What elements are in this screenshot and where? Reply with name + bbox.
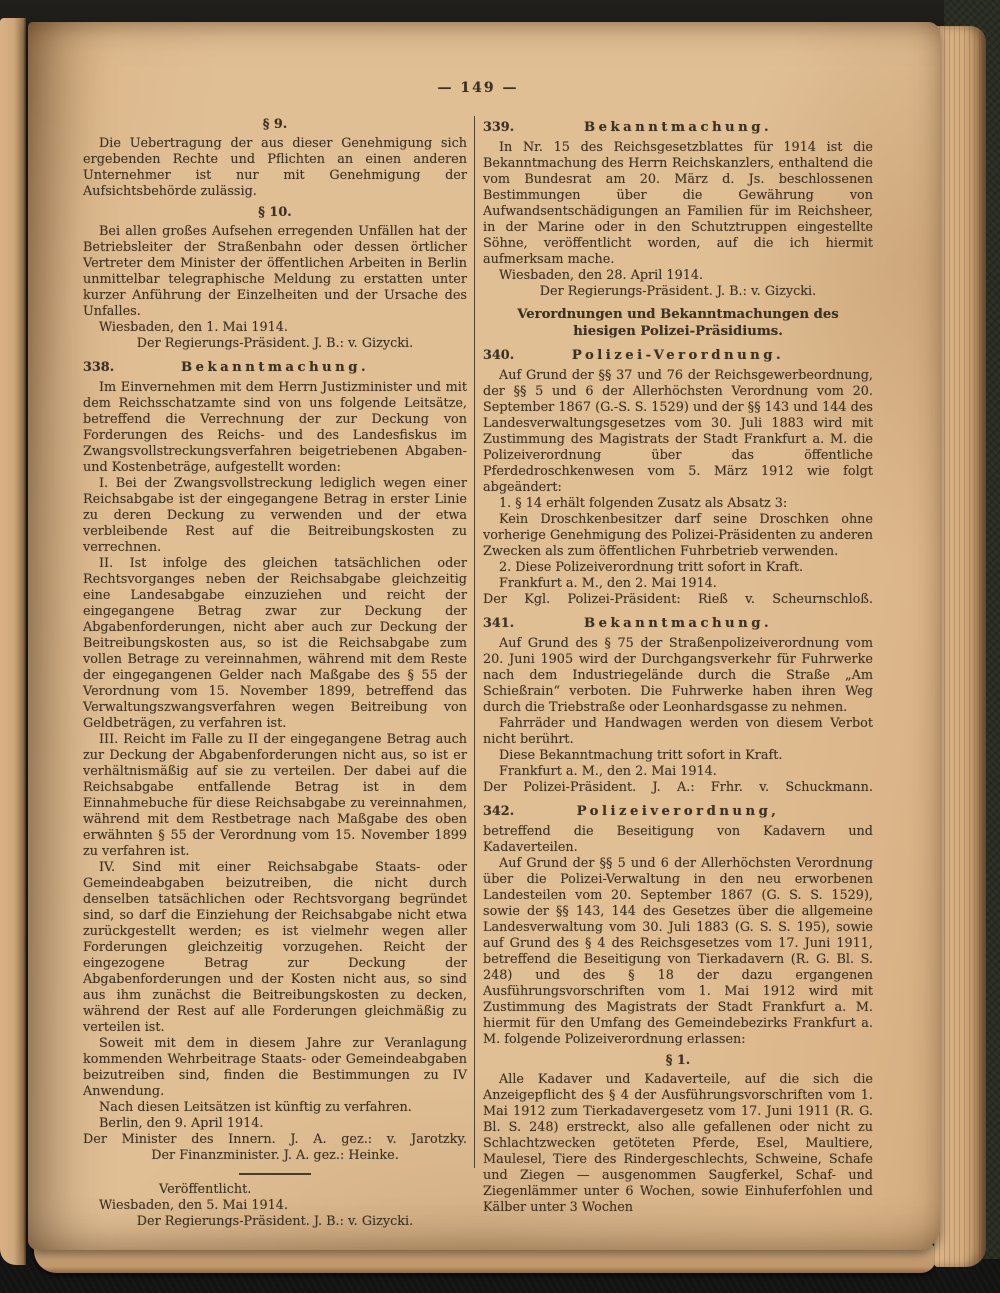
group-heading: Verordnungen und Bekanntmachungen des hiesigen Polizei-Präsidiums. — [517, 307, 839, 339]
previous-page-edge — [0, 18, 26, 1265]
paragraph: 1. § 14 erhält folgenden Zusatz als Absatz 3: — [499, 496, 788, 511]
paragraph: betreffend die Beseitigung von Kadavern und Kadaverteilen. — [483, 824, 873, 855]
page-stack-right — [934, 26, 986, 1267]
paragraph: Alle Kadaver und Kadaverteile, auf die sich die Anzeigepflicht des § 4 der Ausführungsvorschriften vom 1. Mai 1912 zum Tierkadavergesetz vom 17. Juni 1911 (R. G. Bl. S. 248) erstreckt, also alle gefallenen oder nicht zu Schlachtzwecken getöteten Pferde, Esel, Maultiere, Maulesel, Tiere des Rindergeschlechts, Schweine, Schafe und Ziegen — ausgenommen Saugferkel, Schaf- und Ziegenlämmer unter 6 Wochen, sowie Einhuferfohlen und Kälber unter 3 Wochen — [483, 1072, 873, 1215]
signature-line: Der Finanzminister. J. A. gez.: Heinke. — [151, 1148, 399, 1163]
paragraph: Fahrräder und Handwagen werden von diesem Verbot nicht berührt. — [483, 716, 873, 747]
paragraph: 2. Diese Polizeiverordnung tritt sofort in Kraft. — [499, 560, 804, 575]
signature-line: Der Polizei-Präsident. J. A.: Frhr. v. Schuckmann. — [483, 780, 873, 795]
article-title: Bekanntmachung. — [583, 616, 773, 631]
signature-line: Der Regierungs-Präsident. J. B.: v. Gizycki. — [539, 284, 817, 299]
dateline: Berlin, den 9. April 1914. — [99, 1116, 264, 1131]
paragraph: Die Uebertragung der aus dieser Genehmigung sich ergebenden Rechte und Pflichten an einen anderen Unternehmer ist nur mit Genehmigung der Aufsichtsbehörde zulässig. — [83, 136, 467, 199]
signature-line: Der Regierungs-Präsident. J. B.: v. Gizycki. — [136, 336, 414, 351]
section-heading: § 1. — [665, 1053, 691, 1068]
left-column — [83, 112, 467, 1230]
page-content — [83, 62, 873, 1242]
paragraph: Bei allen großes Aufsehen erregenden Unfällen hat der Betriebsleiter der Straßenbahn oder dessen örtlicher Vertreter dem Minister der öffentlichen Arbeiten in Berlin unmittelbar telegraphische Meldung zu erstatten unter kurzer Anführung der Einzelheiten und der Ursache des Unfalles. — [83, 224, 467, 319]
scanned-page — [28, 22, 940, 1250]
dateline: Frankfurt a. M., den 2. Mai 1914. — [499, 764, 717, 779]
article-heading — [483, 348, 873, 364]
article-number: 340. — [483, 348, 515, 363]
paragraph: Auf Grund der §§ 5 und 6 der Allerhöchsten Verordnung über die Polizei-Verwaltung in den neu erworbenen Landesteilen vom 20. September 1867 (G. S. S. 1529), sowie der §§ 143, 144 des Gesetzes über die allgemeine Landesverwaltung vom 30. Juli 1883 (G. S. S. 195), sowie auf Grund des § 4 des Reichsgesetzes vom 17. Juni 1911, betreffend die Beseitigung von Tierkadavern (R. G. Bl. S. 248) und des § 18 der dazu ergangenen Ausführungsvorschriften vom 1. Mai 1912 wird mit Zustimmung des Magistrats der Stadt Frankfurt a. M. hiermit für den Umfang des Gemeindebezirks Frankfurt a. M. folgende Polizeiverordnung erlassen: — [483, 856, 873, 1047]
paragraph: I. Bei der Zwangsvollstreckung lediglich wegen einer Reichsabgabe ist der eingegangene Betrag in erster Linie zu deren Deckung zu verwenden und der etwa verbleibende Rest auf die Beitreibungskosten zu verrechnen. — [83, 476, 467, 555]
paragraph: Diese Bekanntmachung tritt sofort in Kraft. — [499, 748, 783, 763]
divider-rule — [239, 1173, 311, 1175]
right-column — [483, 112, 873, 1216]
signature-line: Der Kgl. Polizei-Präsident: Rieß v. Scheurnschloß. — [483, 592, 873, 607]
dateline: Wiesbaden, den 28. April 1914. — [499, 268, 704, 283]
article-number: 338. — [83, 360, 115, 375]
signature-line: Der Regierungs-Präsident. J. B.: v. Gizycki. — [136, 1214, 414, 1229]
paragraph: Soweit mit dem in diesem Jahre zur Veranlagung kommenden Wehrbeitrage Staats- oder Gemeindeabgaben beizutreiben sind, finden die Bestimmungen zu IV Anwendung. — [83, 1036, 467, 1099]
paragraph: Auf Grund des § 75 der Straßenpolizeiverordnung vom 20. Juni 1905 wird der Durchgangsverkehr für Fuhrwerke nach dem Industriegelände durch die Straße „Am Schießrain“ verboten. Die Fuhrwerke haben ihren Weg durch die Triebstraße oder Leonhardsgasse zu nehmen. — [483, 636, 873, 715]
article-title: Bekanntmachung. — [583, 120, 773, 135]
article-heading — [483, 616, 873, 632]
paragraph: Kein Droschkenbesitzer darf seine Droschken ohne vorherige Genehmigung des Polizei-Präsidenten zu anderen Zwecken als zum öffentlichen Fuhrbetrieb verwenden. — [483, 512, 873, 559]
article-title: Polizei-Verordnung. — [571, 348, 785, 363]
paragraph: IV. Sind mit einer Reichsabgabe Staats- oder Gemeindeabgaben beizutreiben, die nicht durch denselben tatsächlichen oder Rechtsvorgang begründet sind, so darf die Einziehung der Reichsabgabe nicht etwa zurückgestellt werden; es ist vielmehr wegen aller Forderungen gleichzeitig vorzugehen. Reicht der eingezogene Betrag zur Deckung der Abgabenforderungen und der Kosten nicht aus, so sind aus ihm zunächst die Beitreibungskosten zu decken, während der Rest auf alle Forderungen gleichmäßig zu verteilen ist. — [83, 860, 467, 1035]
section-heading: § 10. — [258, 205, 292, 220]
article-heading — [483, 804, 873, 820]
dateline: Wiesbaden, den 1. Mai 1914. — [99, 320, 289, 335]
article-heading — [83, 360, 467, 376]
paragraph: II. Ist infolge des gleichen tatsächlichen oder Rechtsvorganges neben der Reichsabgabe gleichzeitig eine Landesabgabe einzuziehen und reicht der eingegangene Betrag zwar zur Deckung der Abgabenforderungen, nicht aber auch zur Deckung der Beitreibungskosten aus, so ist die Reichsabgabe zum vollen Betrage zu vereinnahmen, während mit dem Reste der eingegangenen Gelder nach Maßgabe des § 55 der Verordnung vom 15. November 1899, betreffend das Verwaltungszwangsverfahren wegen Beitreibung von Geldbeträgen, zu verfahren ist. — [83, 556, 467, 731]
article-number: 341. — [483, 616, 515, 631]
paragraph: Im Einvernehmen mit dem Herrn Justizminister und mit dem Reichsschatzamte sind von uns folgende Leitsätze, betreffend die Verrechnung der zur Deckung von Forderungen des Reichs- und des Landesfiskus im Zwangsvollstreckungsverfahren beigetriebenen Abgaben- und Kostenbeträge, aufgestellt worden: — [83, 380, 467, 475]
article-title: Polizeiverordnung, — [576, 804, 780, 819]
signature-line: Der Minister des Innern. J. A. gez.: v. Jarotzky. — [83, 1132, 467, 1147]
page-number: — 149 — — [437, 80, 519, 96]
column-divider — [474, 116, 475, 1168]
section-heading: § 9. — [262, 117, 288, 132]
dateline: Frankfurt a. M., den 2. Mai 1914. — [499, 576, 717, 591]
paragraph: In Nr. 15 des Reichsgesetzblattes für 1914 ist die Bekanntmachung des Herrn Reichskanzlers, enthaltend die vom Bundesrat am 20. März d. Js. beschlossenen Bestimmungen über die Gewährung von Aufwandsentschädigungen an Familien für im Reichsheer, in der Marine oder in den Schutztruppen eingestellte Söhne, veröffentlicht worden, auf die ich hiermit aufmerksam mache. — [483, 140, 873, 267]
article-heading — [483, 120, 873, 136]
dateline: Wiesbaden, den 5. Mai 1914. — [99, 1198, 289, 1213]
article-number: 342. — [483, 804, 515, 819]
paragraph: Auf Grund der §§ 37 und 76 der Reichsgewerbeordnung, der §§ 5 und 6 der Allerhöchsten Verordnung vom 20. September 1867 (G.-S. S. 1529) und der §§ 143 und 144 des Landesverwaltungsgesetzes vom 30. Juli 1883 wird mit Zustimmung des Magistrats der Stadt Frankfurt a. M. die Polizeiverordnung über das öffentliche Pferdedroschkenwesen vom 5. März 1912 wie folgt abgeändert: — [483, 368, 873, 495]
article-number: 339. — [483, 120, 515, 135]
published-note: Veröffentlicht. — [159, 1182, 252, 1197]
dateline: Nach diesen Leitsätzen ist künftig zu verfahren. — [99, 1100, 412, 1115]
paragraph: III. Reicht im Falle zu II der eingegangene Betrag auch zur Deckung der Abgabenforderungen nicht aus, so ist er verhältnismäßig auf sie zu verteilen. Der dabei auf die Reichsabgabe entfallende Betrag ist in dem Einnahmebuche für diese Reichsabgabe zu vereinnahmen, während mit dem Restbetrage nach Maßgabe des oben erwähnten § 55 der Verordnung vom 15. November 1899 zu verfahren ist. — [83, 732, 467, 859]
article-title: Bekanntmachung. — [180, 360, 370, 375]
